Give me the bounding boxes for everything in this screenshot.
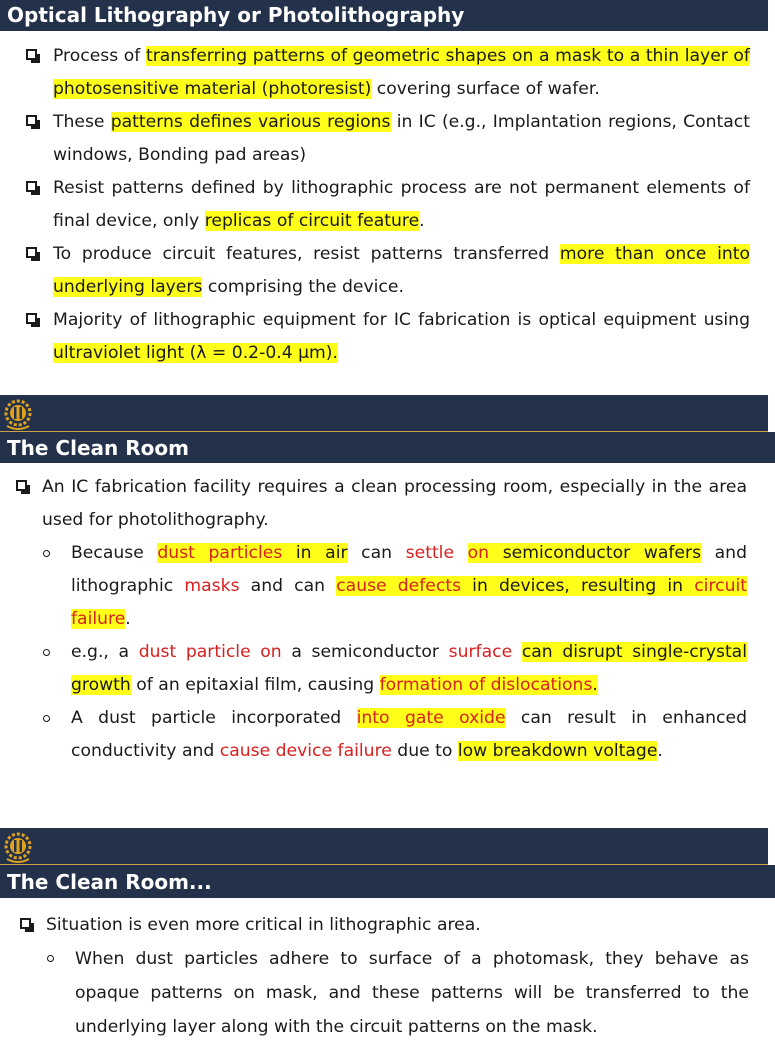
highlighted-text: patterns defines various regions	[110, 112, 391, 132]
slide-3-title-bar	[0, 865, 775, 898]
bullet-item	[53, 40, 750, 106]
square-bullet-icon	[26, 49, 37, 60]
highlighted-text: low breakdown voltage	[457, 741, 658, 761]
text-run: .	[657, 741, 663, 761]
bullet-item	[53, 304, 750, 370]
emphasis-text: masks	[184, 576, 240, 596]
bullet-item	[53, 238, 750, 304]
text-run: and lithographic	[71, 543, 747, 596]
sub-bullet-item	[71, 702, 747, 768]
slide-3-header-band	[0, 828, 768, 865]
slide-1-bullets	[0, 40, 768, 370]
text-run: a semiconductor	[281, 642, 449, 662]
text-run: .	[125, 609, 131, 629]
text-run: Majority of lithographic equipment for IC fabrication is optical equipment using	[53, 310, 750, 330]
highlighted-text: more than once into underlying layers	[53, 244, 750, 297]
bullet-item	[42, 471, 747, 537]
text-run: e.g., a	[71, 642, 139, 662]
text-run: To produce circuit features, resist patterns transferred	[53, 244, 560, 264]
text-run: comprising the device.	[202, 277, 404, 297]
square-bullet-icon	[26, 247, 37, 258]
text-run	[512, 642, 522, 662]
highlighted-text: .	[592, 675, 598, 695]
highlighted-text: cause defects	[336, 576, 462, 596]
circle-bullet-icon	[47, 955, 54, 962]
bullet-item	[53, 106, 750, 172]
highlighted-text: into gate oxide	[356, 708, 506, 728]
circle-bullet-icon	[43, 715, 50, 722]
text-run: A dust particle incorporated	[71, 708, 357, 728]
square-bullet-icon	[16, 480, 27, 491]
slide-2-title-bar	[0, 432, 775, 463]
slide-3-title: The Clean Room...	[7, 870, 212, 894]
text-run: Resist patterns defined by lithographic process are not permanent elements of final device, only	[53, 178, 750, 231]
text-run: due to	[391, 741, 458, 761]
text-run: .	[419, 211, 425, 231]
square-bullet-icon	[26, 181, 37, 192]
sub-bullet-item	[71, 636, 747, 702]
emphasis-text: surface	[448, 642, 513, 662]
text-run: Process of	[53, 46, 146, 66]
square-bullet-icon	[26, 115, 37, 126]
sub-bullet-item	[71, 537, 747, 636]
circle-bullet-icon	[43, 550, 50, 557]
slide-2-header-band	[0, 395, 768, 432]
text-run: of an epitaxial film, causing	[130, 675, 380, 695]
university-emblem-icon	[3, 396, 33, 430]
highlighted-text: formation of dislocations	[379, 675, 593, 695]
square-bullet-icon	[20, 918, 31, 929]
text-run: These	[53, 112, 111, 132]
slide-1	[0, 0, 768, 363]
text-run	[454, 543, 468, 563]
highlighted-text: in devices, resulting in	[461, 576, 695, 596]
text-run: An IC fabrication facility requires a clean processing room, especially in the area used for photolithography.	[42, 477, 747, 530]
slide-1-title: Optical Lithography or Photolithography	[7, 3, 465, 27]
slide-1-title-bar	[0, 0, 768, 31]
slide-2-body	[0, 471, 768, 768]
highlighted-text: on	[467, 543, 490, 563]
highlighted-text: replicas of circuit feature	[204, 211, 420, 231]
emphasis-text: cause device failure	[219, 741, 392, 761]
highlighted-text: circuit failure	[71, 576, 747, 629]
slide-2-title: The Clean Room	[7, 436, 189, 460]
highlighted-text: ultraviolet light (λ = 0.2-0.4 μm).	[53, 343, 338, 363]
text-run: Because	[71, 543, 158, 563]
highlighted-text: can disrupt single-crystal growth	[71, 642, 747, 695]
text-run: covering surface of wafer.	[371, 79, 600, 99]
emphasis-text: settle	[405, 543, 455, 563]
bullet-item	[46, 909, 748, 942]
text-run: can result in enhanced conductivity and	[71, 708, 747, 761]
slide-3-body	[0, 909, 768, 1037]
emphasis-text: dust particle on	[138, 642, 282, 662]
highlighted-text: transferring patterns of geometric shapes on a mask to a thin layer of photosensitive material (photoresist)	[53, 46, 750, 99]
university-emblem-icon	[3, 829, 33, 863]
text-run: can	[347, 543, 406, 563]
circle-bullet-icon	[43, 649, 50, 656]
text-run: in IC (e.g., Implantation regions, Contact windows, Bonding pad areas)	[53, 112, 750, 165]
highlighted-text: dust particles	[157, 543, 283, 563]
highlighted-text: in air	[282, 543, 348, 563]
text-run: and can	[239, 576, 337, 596]
sub-bullet-item	[75, 942, 749, 1044]
square-bullet-icon	[26, 313, 37, 324]
highlighted-text: semiconductor wafers	[489, 543, 702, 563]
text-run: When dust particles adhere to surface of a photomask, they behave as opaque patterns on mask, and these patterns will be transferred to the underlying layer along with the circuit patterns on the mask.	[75, 949, 749, 1037]
bullet-item	[53, 172, 750, 238]
text-run: Situation is even more critical in lithographic area.	[46, 915, 481, 935]
